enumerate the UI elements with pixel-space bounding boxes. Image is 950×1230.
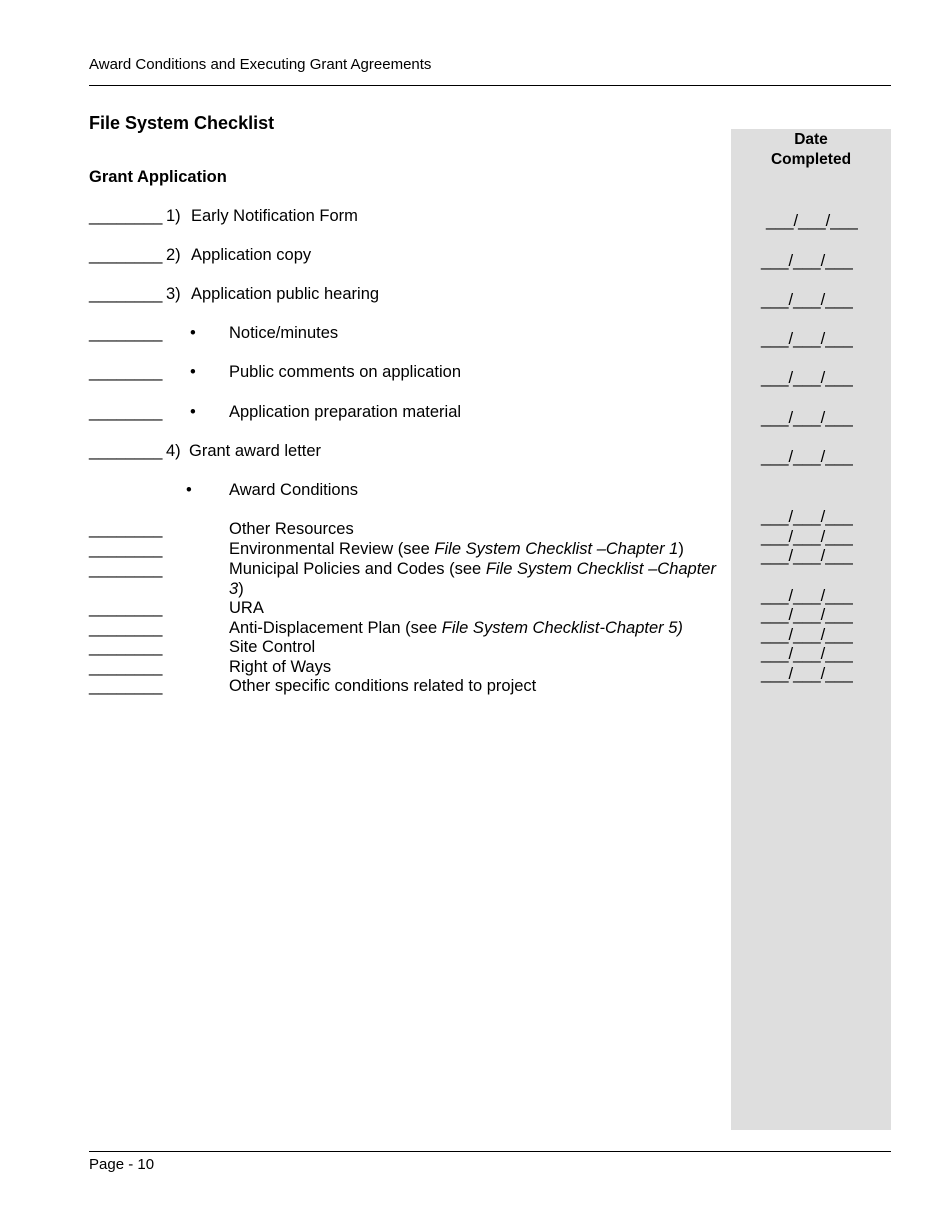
award-condition-reference: File System Checklist –Chapter 1	[434, 540, 679, 558]
date-blank[interactable]: ___/___/___	[761, 528, 853, 546]
date-blank[interactable]: ___/___/___	[761, 409, 853, 427]
check-blank[interactable]: ________	[89, 560, 163, 578]
date-blank[interactable]: ___/___/___	[761, 252, 853, 270]
award-condition-reference: File System Checklist –Chapter	[485, 560, 716, 578]
running-header: Award Conditions and Executing Grant Agreements	[89, 56, 432, 73]
checklist-item-label: Early Notification Form	[191, 207, 358, 225]
award-condition-label	[229, 618, 683, 638]
bullet: •	[190, 403, 196, 421]
check-blank[interactable]: ________	[89, 246, 163, 264]
date-blank[interactable]: ___/___/___	[761, 369, 853, 387]
award-condition-label	[229, 539, 684, 559]
date-blank[interactable]: ___/___/___	[761, 508, 853, 526]
checklist-item-label: Application public hearing	[191, 285, 380, 303]
section-title: Grant Application	[89, 168, 227, 186]
check-blank[interactable]: ________	[89, 658, 163, 676]
page-title: File System Checklist	[89, 113, 275, 133]
award-condition-text: Municipal Policies and Codes (see	[229, 560, 486, 578]
award-condition-reference: File System Checklist-Chapter 5)	[441, 619, 683, 637]
checklist-subitem-label: Application preparation material	[229, 403, 462, 421]
award-condition-label: Site Control	[229, 638, 316, 656]
award-condition-label: Other specific conditions related to project	[229, 677, 537, 695]
award-conditions-heading: Award Conditions	[229, 481, 359, 499]
checklist-item-label: Application copy	[191, 246, 312, 264]
award-condition-text: Environmental Review (see	[229, 540, 435, 558]
check-blank[interactable]: ________	[89, 442, 163, 460]
check-blank[interactable]: ________	[89, 403, 163, 421]
item-number: 1)	[166, 207, 181, 225]
date-blank[interactable]: ___/___/___	[761, 587, 853, 605]
award-condition-label	[229, 559, 716, 579]
page-number: Page - 10	[89, 1156, 155, 1173]
date-blank[interactable]: ___/___/___	[761, 291, 853, 309]
check-blank[interactable]: ________	[89, 207, 163, 225]
check-blank[interactable]: ________	[89, 619, 163, 637]
checklist-item-label: Grant award letter	[189, 442, 322, 460]
check-blank[interactable]: ________	[89, 677, 163, 695]
checklist-subitem-label: Public comments on application	[229, 363, 462, 381]
date-column-heading-line2: Completed	[770, 151, 852, 168]
award-condition-suffix: )	[238, 580, 244, 598]
award-condition-suffix: )	[678, 540, 684, 558]
award-condition-label: URA	[229, 599, 264, 617]
check-blank[interactable]: ________	[89, 520, 163, 538]
bullet: •	[186, 481, 192, 499]
date-blank[interactable]: ___/___/___	[761, 606, 853, 624]
item-number: 3)	[166, 285, 181, 303]
award-condition-text: Anti-Displacement Plan (see	[229, 619, 442, 637]
footer-rule	[89, 1151, 891, 1152]
date-blank[interactable]: ___/___/___	[761, 665, 853, 683]
date-column-heading-line1: Date	[794, 131, 828, 148]
award-condition-label: Other Resources	[229, 520, 354, 538]
item-number: 2)	[166, 246, 181, 264]
date-blank[interactable]: ___/___/___	[761, 645, 853, 663]
award-condition-label: Right of Ways	[229, 658, 332, 676]
bullet: •	[190, 363, 196, 381]
header-rule	[89, 85, 891, 86]
check-blank[interactable]: ________	[89, 599, 163, 617]
check-blank[interactable]: ________	[89, 638, 163, 656]
date-blank[interactable]: ___/___/___	[761, 330, 853, 348]
check-blank[interactable]: ________	[89, 363, 163, 381]
bullet: •	[190, 324, 196, 342]
check-blank[interactable]: ________	[89, 285, 163, 303]
date-blank[interactable]: ___/___/___	[761, 448, 853, 466]
checklist-subitem-label: Notice/minutes	[229, 324, 339, 342]
award-condition-label-continued	[229, 579, 244, 599]
award-condition-reference: 3	[229, 580, 239, 598]
date-blank[interactable]: ___/___/___	[761, 547, 853, 565]
date-blank[interactable]: ___/___/___	[761, 626, 853, 644]
item-number: 4)	[166, 442, 181, 460]
date-blank[interactable]: ___/___/___	[766, 212, 858, 230]
check-blank[interactable]: ________	[89, 540, 163, 558]
check-blank[interactable]: ________	[89, 324, 163, 342]
